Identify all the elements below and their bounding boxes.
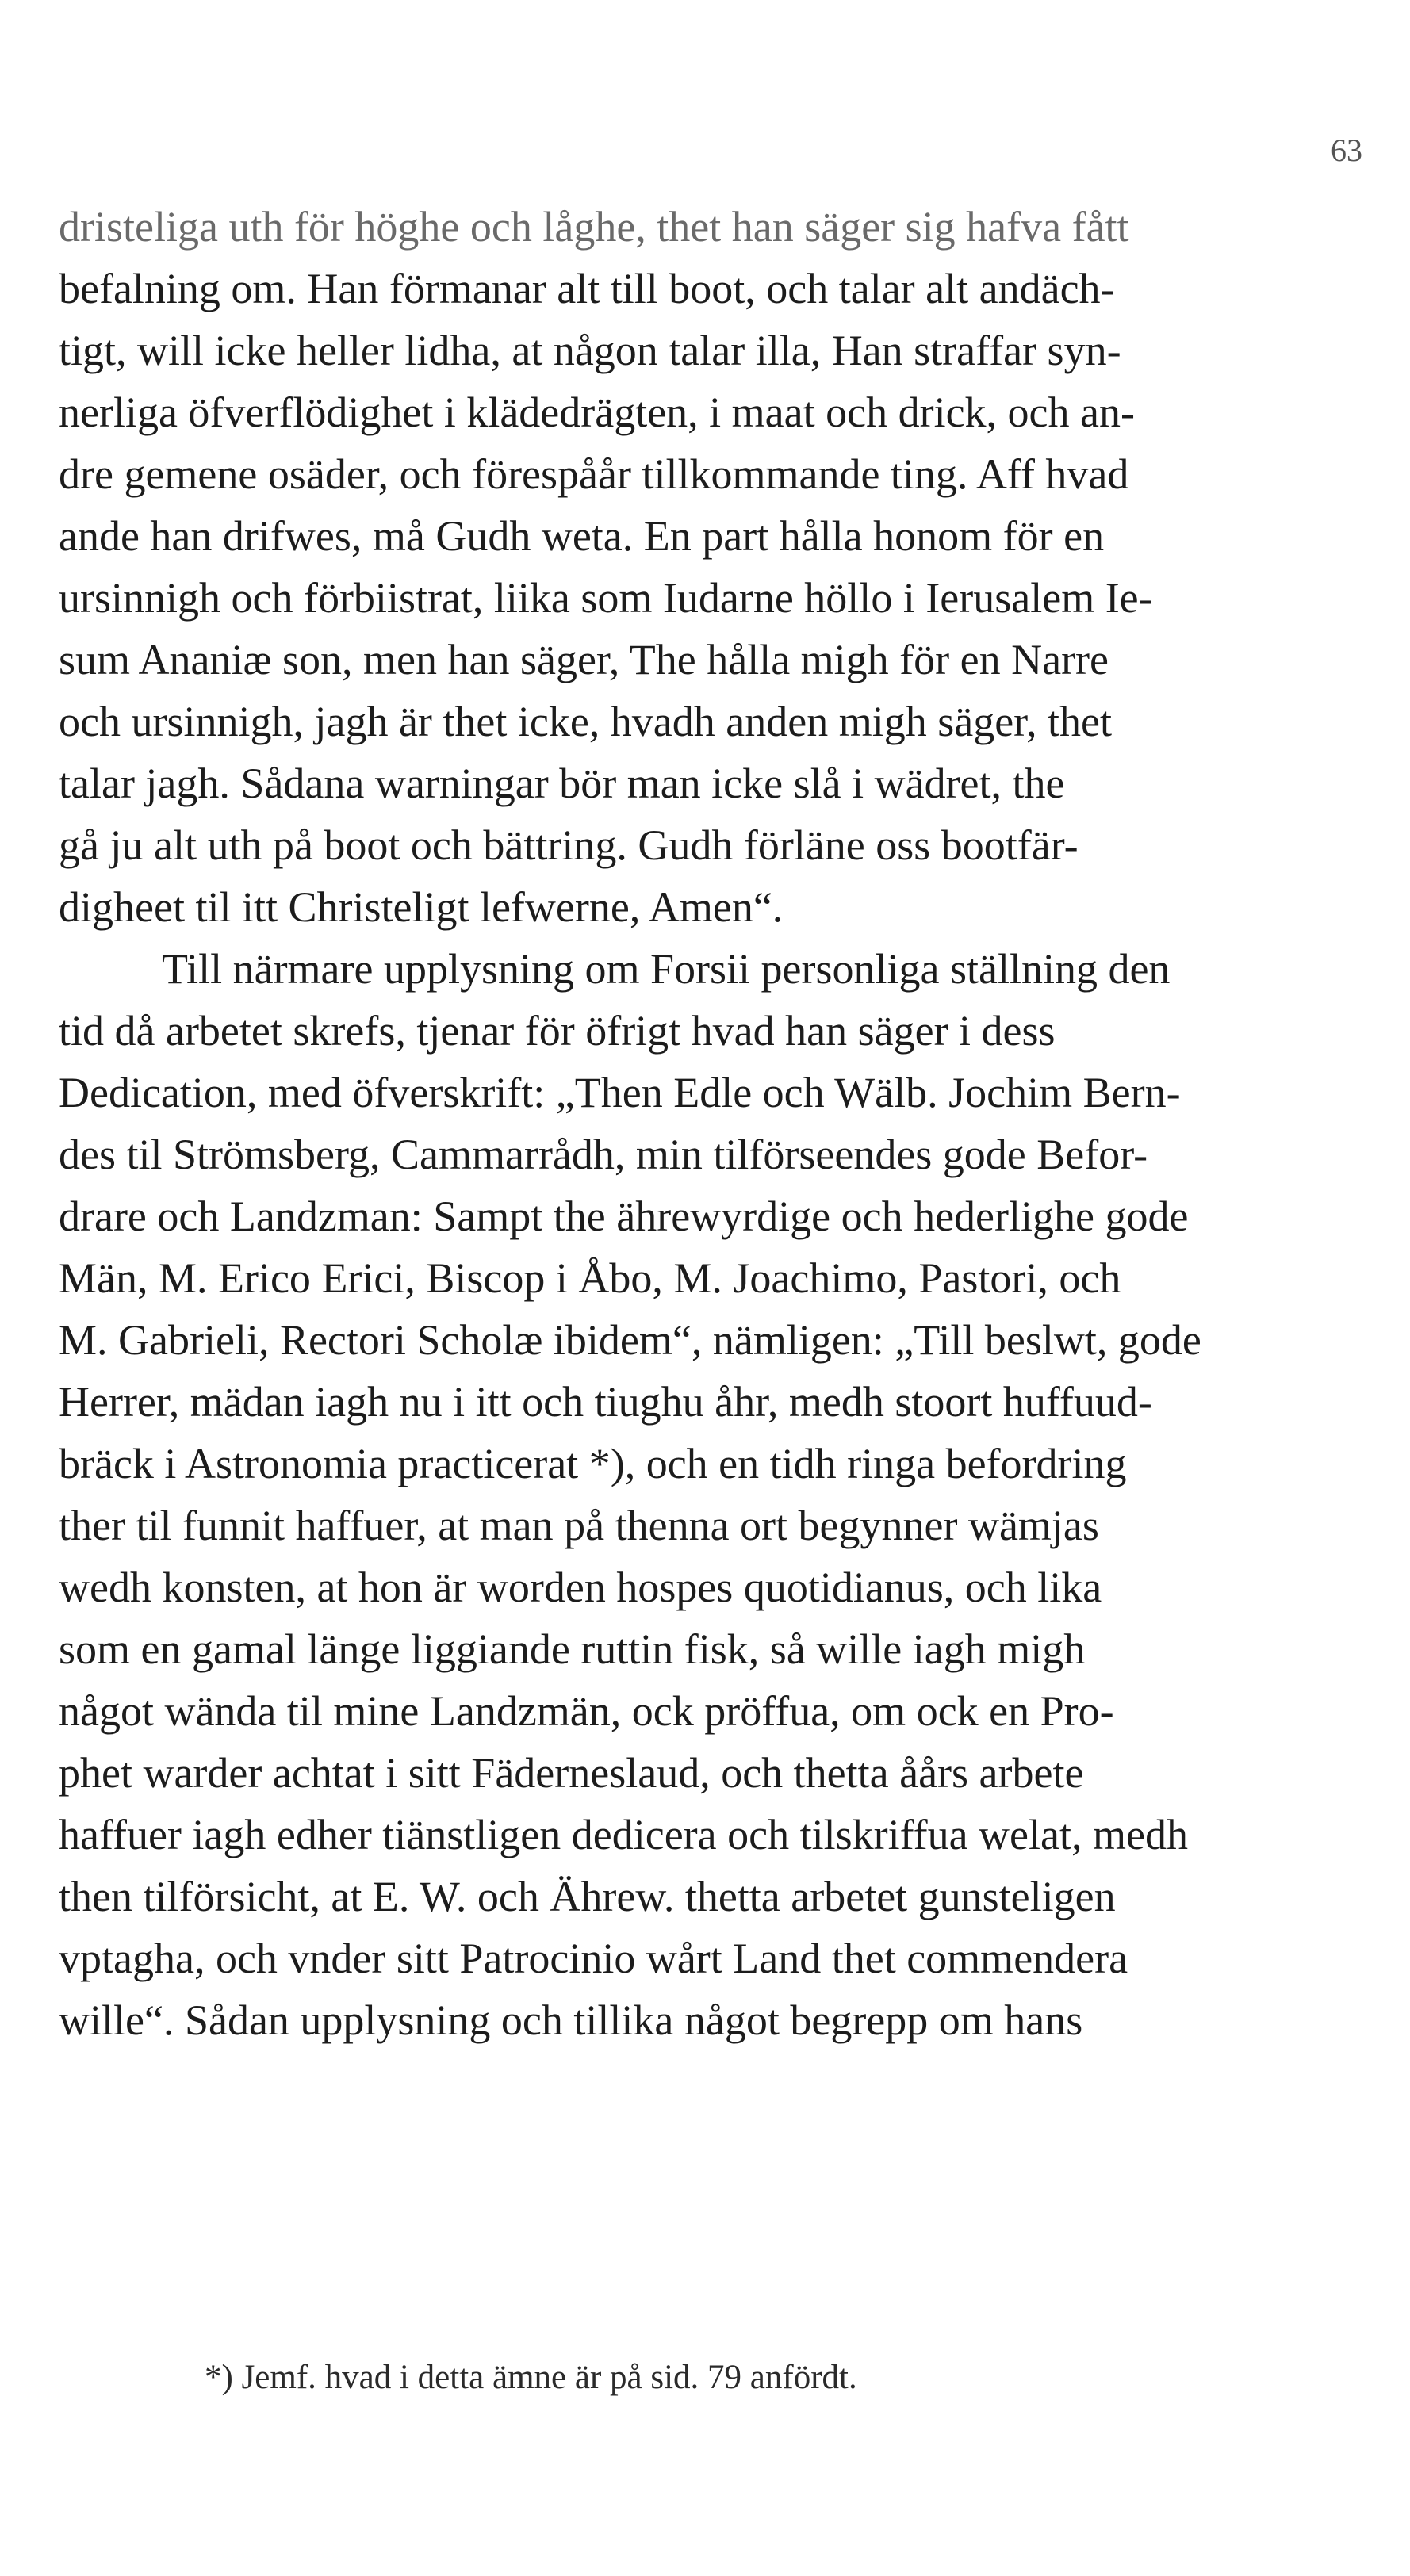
text-line: något wända til mine Landzmän, ock pröffua, om ock en Pro-: [59, 1687, 1114, 1735]
text-line: ande han drifwes, må Gudh weta. En part hålla honom för en: [59, 512, 1105, 560]
page-number: 63: [1331, 132, 1362, 168]
text-line: wedh konsten, at hon är worden hospes quotidianus, och lika: [59, 1564, 1102, 1611]
text-line: ther til funnit haffuer, at man på thenna ort begynner wämjas: [59, 1502, 1099, 1549]
text-line: tigt, will icke heller lidha, at någon talar illa, Han straffar syn-: [59, 327, 1121, 374]
text-line: vptagha, och vnder sitt Patrocinio wårt Land thet commendera: [59, 1935, 1128, 1982]
text-line: phet warder achtat i sitt Fäderneslaud, och thetta åårs arbete: [59, 1749, 1084, 1797]
paragraph-start-line: Till närmare upplysning om Forsii personliga ställning den: [162, 945, 1171, 993]
text-line: then tilförsicht, at E. W. och Ährew. thetta arbetet gunsteligen: [59, 1873, 1116, 1920]
text-line: befalning om. Han förmanar alt till boot, och talar alt andäch-: [59, 265, 1115, 312]
text-line: drare och Landzman: Sampt the ährewyrdige och hederlighe gode: [59, 1192, 1189, 1240]
text-line: haffuer iagh edher tiänstligen dedicera och tilskriffua welat, medh: [59, 1811, 1188, 1858]
text-line: dre gemene osäder, och förespåår tillkommande ting. Aff hvad: [59, 450, 1129, 498]
body-text: [59, 196, 1258, 2051]
text-line: Herrer, mädan iagh nu i itt och tiughu åhr, medh stoort huffuud-: [59, 1378, 1152, 1426]
text-line: bräck i Astronomia practicerat *), och en tidh ringa befordring: [59, 1440, 1127, 1487]
text-line: tid då arbetet skrefs, tjenar för öfrigt hvad han säger i dess: [59, 1007, 1056, 1055]
text-line: M. Gabrieli, Rectori Scholæ ibidem“, nämligen: „Till beslwt, gode: [59, 1316, 1201, 1364]
text-line: wille“. Sådan upplysning och tillika något begrepp om hans: [59, 1996, 1083, 2044]
text-line: Dedication, med öfverskrift: „Then Edle och Wälb. Jochim Bern-: [59, 1069, 1181, 1116]
text-line: Män, M. Erico Erici, Biscop i Åbo, M. Joachimo, Pastori, och: [59, 1254, 1121, 1302]
footnote: *) Jemf. hvad i detta ämne är på sid. 79 anfördt.: [205, 2359, 857, 2396]
text-line: gå ju alt uth på boot och bättring. Gudh förläne oss bootfär-: [59, 821, 1079, 869]
text-line: som en gamal länge liggiande ruttin fisk, så wille iagh migh: [59, 1625, 1086, 1673]
text-line: ursinnigh och förbiistrat, liika som Iudarne höllo i Ierusalem Ie-: [59, 574, 1153, 622]
text-line: digheet til itt Christeligt lefwerne, Amen“.: [59, 883, 784, 931]
text-line: des til Strömsberg, Cammarrådh, min tilförseendes gode Befor-: [59, 1131, 1148, 1178]
text-line: och ursinnigh, jagh är thet icke, hvadh anden migh säger, thet: [59, 698, 1112, 745]
text-line: sum Ananiæ son, men han säger, The hålla migh för en Narre: [59, 636, 1109, 683]
text-line: nerliga öfverflödighet i klädedrägten, i maat och drick, och an-: [59, 389, 1135, 436]
text-line: talar jagh. Sådana warningar bör man icke slå i wädret, the: [59, 760, 1065, 807]
text-line: dristeliga uth för höghe och låghe, thet han säger sig hafva fått: [59, 203, 1129, 251]
